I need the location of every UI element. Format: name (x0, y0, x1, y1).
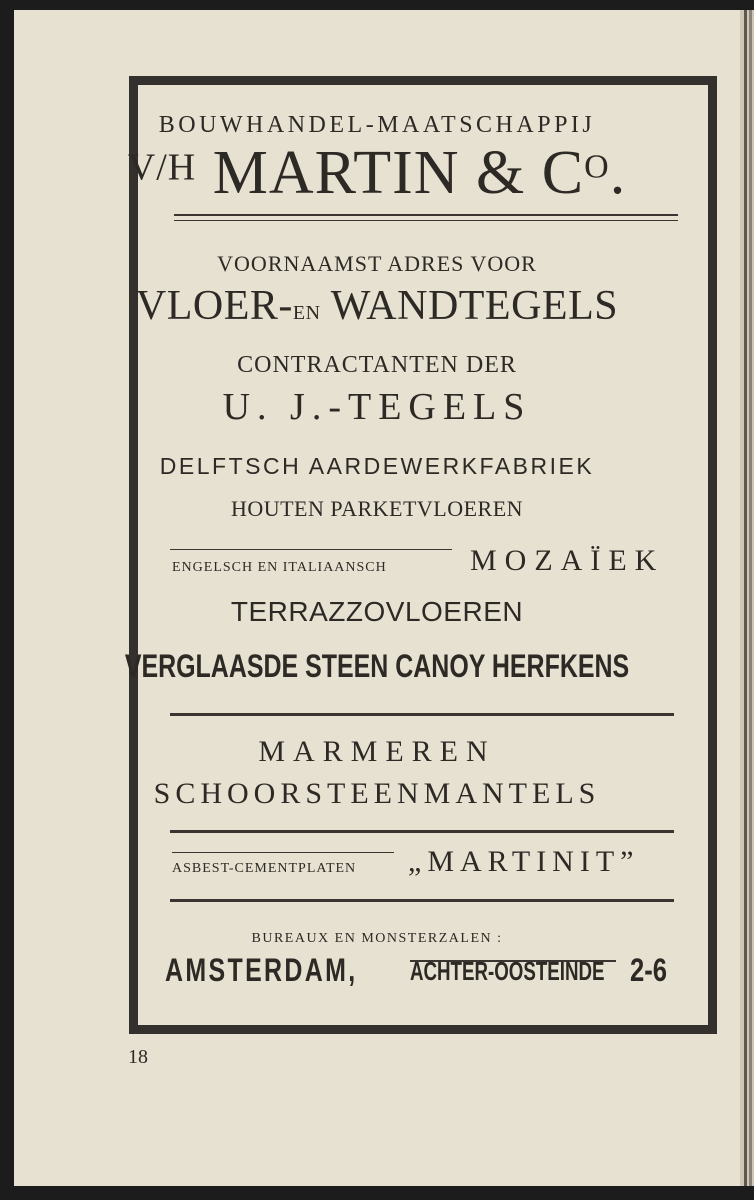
city: AMSTERDAM, (165, 952, 358, 988)
product-origin: ENGELSCH EN ITALIAANSCH (172, 560, 387, 575)
product-line: VERGLAASDE STEEN CANOY HERFKENS (124, 648, 630, 684)
subheading: CONTRACTANTEN DER (237, 352, 517, 378)
product-line: ASBEST-CEMENTPLATEN (172, 861, 357, 876)
divider (174, 220, 678, 221)
divider (170, 830, 674, 833)
product-line: DELFTSCH AARDEWERKFABRIEK (159, 453, 595, 479)
house-number: 2-6 (630, 952, 667, 988)
page-number: 18 (128, 1046, 148, 1068)
divider (172, 852, 394, 853)
name-co: $C^O$. (541, 139, 627, 207)
subheading: VOORNAAMST ADRES VOOR (217, 251, 537, 276)
product-line: TERRAZZOVLOEREN (230, 596, 524, 627)
offices-label: BUREAUX EN MONSTERZALEN : (251, 931, 503, 946)
product-brand: „MARTINIT” (408, 845, 640, 878)
product-line: SCHOORSTEENMANTELS (153, 777, 601, 810)
product-line: HOUTEN PARKETVLOEREN (230, 496, 524, 521)
product-line: MARMEREN (258, 735, 496, 768)
headline-tiles: VLOER-EN WANDTEGELS (135, 283, 619, 329)
divider (170, 899, 674, 902)
divider (170, 549, 452, 550)
company-type: BOUWHANDEL-MAATSCHAPPIJ (158, 112, 596, 138)
street: ACHTER-OOSTEINDE (410, 956, 605, 986)
name-prefix: V/H (127, 146, 197, 189)
name-main: MARTIN & (212, 139, 526, 207)
divider (174, 214, 678, 216)
company-name (0, 139, 754, 207)
product-mozaiek: MOZAÏEK (470, 544, 665, 577)
divider (170, 713, 674, 716)
headline-uj-tiles: U. J.-TEGELS (222, 386, 532, 428)
